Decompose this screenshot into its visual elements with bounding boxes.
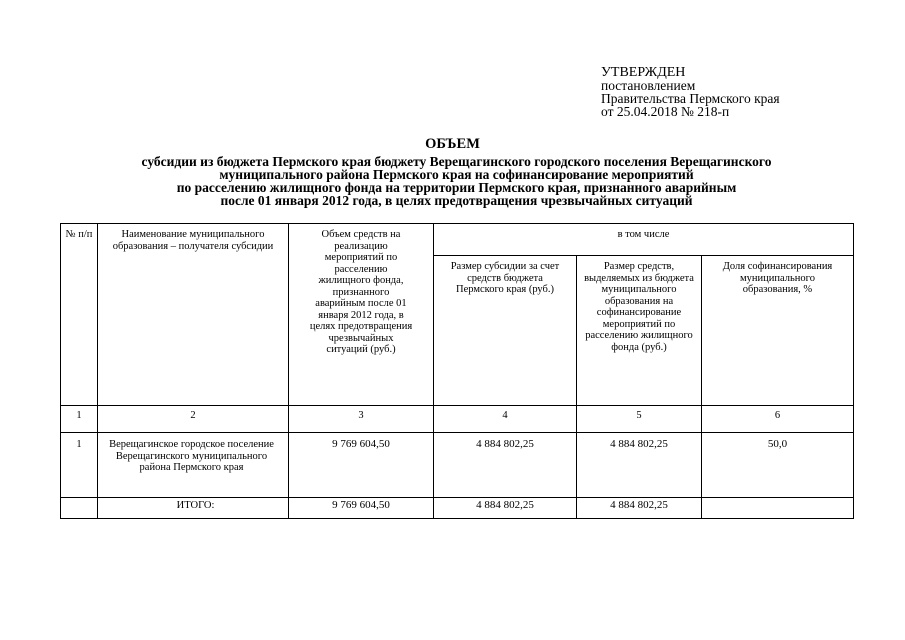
document-title: ОБЪЕМ: [425, 136, 480, 152]
row-subsidy: 4 884 802,25: [434, 433, 577, 498]
totals-cofinancing: 4 884 802,25: [577, 498, 702, 519]
header-subsidy: Размер субсидии за счет средств бюджета Пермского края (руб.): [434, 256, 577, 406]
subsidy-table: [60, 223, 854, 519]
column-number: 6: [702, 406, 854, 433]
approval-block: [601, 66, 780, 118]
header-num: № п/п: [61, 224, 98, 406]
column-number: 5: [577, 406, 702, 433]
table-row: [61, 433, 854, 498]
subtitle-line-1: субсидии из бюджета Пермского края бюджету Верещагинского городского поселения Верещагинского: [141, 154, 772, 169]
approval-line-date: от 25.04.2018 № 218-п: [601, 104, 730, 119]
header-including: в том числе: [434, 224, 854, 256]
subtitle-line-2: муниципального района Пермского края на софинансирование мероприятий: [219, 167, 694, 182]
row-cofinancing: 4 884 802,25: [577, 433, 702, 498]
header-row-1: [61, 224, 854, 256]
header-cofinancing: Размер средств, выделяемых из бюджета муниципального образования на софинансирование мероприятий по расселению жилищного фонда (руб.): [577, 256, 702, 406]
column-numbers-row: [61, 406, 854, 433]
header-name: Наименование муниципального образования – получателя субсидии: [98, 224, 289, 406]
totals-label: ИТОГО:: [98, 498, 289, 519]
column-number: 4: [434, 406, 577, 433]
approval-line-resolution: постановлением: [601, 78, 696, 93]
row-share: 50,0: [702, 433, 854, 498]
column-number: 2: [98, 406, 289, 433]
column-number: 3: [289, 406, 434, 433]
row-total: 9 769 604,50: [289, 433, 434, 498]
row-num: 1: [61, 433, 98, 498]
totals-row: [61, 498, 854, 519]
row-name: Верещагинское городское поселение Верещагинского муниципального района Пермского края: [98, 433, 289, 498]
totals-subsidy: 4 884 802,25: [434, 498, 577, 519]
document-subtitle: [60, 155, 853, 207]
totals-share: [702, 498, 854, 519]
header-share: Доля софинансирования муниципального образования, %: [702, 256, 854, 406]
subtitle-line-3: по расселению жилищного фонда на территории Пермского края, признанного аварийным: [176, 180, 737, 195]
header-total: Объем средств на реализацию мероприятий по расселению жилищного фонда, признанного аварийным после 01 января 2012 года, в целях предотвращения чрезвычайных ситуаций (руб.): [289, 224, 434, 406]
totals-total: 9 769 604,50: [289, 498, 434, 519]
approval-line-government: Правительства Пермского края: [601, 91, 780, 106]
totals-num: [61, 498, 98, 519]
approval-heading: УТВЕРЖДЕН: [601, 65, 686, 80]
column-number: 1: [61, 406, 98, 433]
subtitle-line-4: после 01 января 2012 года, в целях предотвращения чрезвычайных ситуаций: [220, 193, 693, 208]
